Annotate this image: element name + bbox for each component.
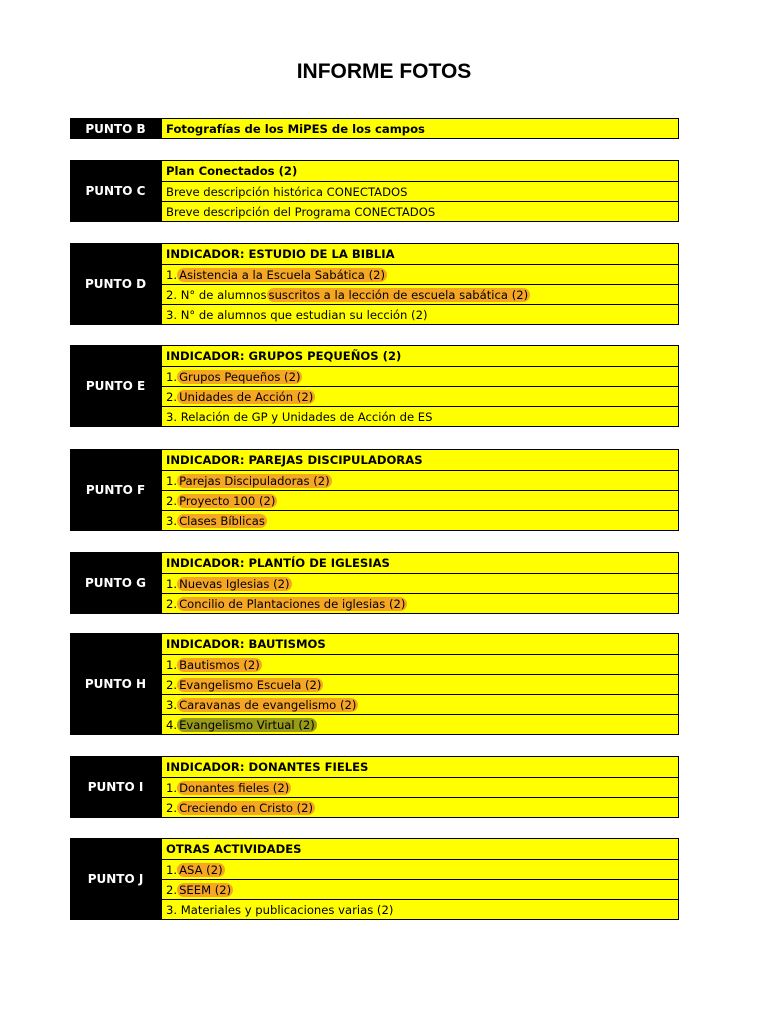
row-item <box>162 859 678 879</box>
row-heading <box>162 244 678 264</box>
row-text: 4. <box>166 717 178 732</box>
highlighted-text: suscritos a la lección de escuela sabática (2) <box>268 287 529 302</box>
punto-label: PUNTO H <box>70 633 161 735</box>
punto-label: PUNTO J <box>70 838 161 920</box>
punto-block <box>70 243 679 325</box>
punto-label: PUNTO C <box>70 160 161 222</box>
row-text: 3. <box>166 697 178 712</box>
punto-label: PUNTO D <box>70 243 161 325</box>
row-item <box>162 674 678 694</box>
row-text: INDICADOR: PLANTÍO DE IGLESIAS <box>166 556 390 570</box>
row-text: 2. <box>166 493 178 508</box>
punto-rows <box>161 118 679 139</box>
row-item <box>162 694 678 714</box>
punto-rows <box>161 243 679 325</box>
row-text: INDICADOR: GRUPOS PEQUEÑOS (2) <box>166 349 402 363</box>
row-text: 3. <box>166 513 178 528</box>
row-text: 1. <box>166 576 178 591</box>
row-text: INDICADOR: ESTUDIO DE LA BIBLIA <box>166 247 395 261</box>
row-item <box>162 386 678 406</box>
row-text: 3. N° de alumnos que estudian su lección (2) <box>166 307 428 322</box>
row-item <box>162 899 678 919</box>
row-text: Breve descripción del Programa CONECTADOS <box>166 204 436 219</box>
punto-rows <box>161 552 679 614</box>
row-heading <box>162 161 678 181</box>
punto-label: PUNTO E <box>70 345 161 427</box>
row-text: 1. <box>166 473 178 488</box>
row-text: Plan Conectados (2) <box>166 164 298 178</box>
row-item <box>162 777 678 797</box>
row-heading <box>162 839 678 859</box>
highlighted-text: Caravanas de evangelismo (2) <box>179 697 357 712</box>
row-text: 1. <box>166 862 178 877</box>
row-item <box>162 490 678 510</box>
punto-rows <box>161 756 679 818</box>
row-item <box>162 879 678 899</box>
row-text: 1. <box>166 369 178 384</box>
row-text: Fotografías de los MiPES de los campos <box>166 121 425 136</box>
highlighted-text: Donantes fieles (2) <box>179 780 290 795</box>
highlighted-text: Asistencia a la Escuela Sabática (2) <box>179 267 386 282</box>
punto-block <box>70 345 679 427</box>
punto-rows <box>161 449 679 531</box>
row-item <box>162 264 678 284</box>
row-item <box>162 573 678 593</box>
row-heading <box>162 346 678 366</box>
highlighted-text: Parejas Discipuladoras (2) <box>179 473 330 488</box>
highlighted-text: Clases Bíblicas <box>179 513 265 528</box>
row-text: 1. <box>166 780 178 795</box>
row-text: 1. <box>166 657 178 672</box>
row-text: OTRAS ACTIVIDADES <box>166 842 302 856</box>
row-text: 1. <box>166 267 178 282</box>
row-text: INDICADOR: PAREJAS DISCIPULADORAS <box>166 453 423 467</box>
punto-label: PUNTO B <box>70 118 161 139</box>
highlighted-text: Unidades de Acción (2) <box>179 389 314 404</box>
row-item <box>162 119 678 138</box>
punto-block <box>70 633 679 735</box>
highlighted-text: Evangelismo Escuela (2) <box>179 677 322 692</box>
row-item <box>162 714 678 734</box>
punto-block <box>70 838 679 920</box>
row-text: 2. <box>166 677 178 692</box>
highlighted-text: Proyecto 100 (2) <box>179 493 276 508</box>
punto-block <box>70 449 679 531</box>
punto-rows <box>161 345 679 427</box>
row-heading <box>162 757 678 777</box>
row-heading <box>162 553 678 573</box>
row-heading <box>162 450 678 470</box>
row-text: 3. Materiales y publicaciones varias (2) <box>166 902 394 917</box>
row-item <box>162 470 678 490</box>
row-item <box>162 366 678 386</box>
row-text: Breve descripción histórica CONECTADOS <box>166 184 408 199</box>
row-item <box>162 797 678 817</box>
row-item <box>162 510 678 530</box>
punto-label: PUNTO F <box>70 449 161 531</box>
row-item <box>162 304 678 324</box>
row-item <box>162 593 678 613</box>
punto-block <box>70 756 679 818</box>
highlighted-text: Concilio de Plantaciones de iglesias (2) <box>179 596 406 611</box>
row-heading <box>162 634 678 654</box>
row-text: 2. <box>166 800 178 815</box>
highlighted-text: Creciendo en Cristo (2) <box>179 800 314 815</box>
row-item <box>162 201 678 221</box>
highlighted-text: Bautismos (2) <box>179 657 260 672</box>
highlighted-text: Nuevas Iglesias (2) <box>179 576 290 591</box>
punto-block <box>70 160 679 222</box>
highlighted-text: ASA (2) <box>179 862 223 877</box>
punto-rows <box>161 838 679 920</box>
row-text: 2. <box>166 882 178 897</box>
punto-label: PUNTO I <box>70 756 161 818</box>
punto-label: PUNTO G <box>70 552 161 614</box>
row-item <box>162 284 678 304</box>
punto-block <box>70 118 679 139</box>
row-text: 2. N° de alumnos <box>166 287 267 302</box>
row-text: 2. <box>166 596 178 611</box>
row-item <box>162 181 678 201</box>
punto-rows <box>161 160 679 222</box>
punto-block <box>70 552 679 614</box>
punto-rows <box>161 633 679 735</box>
row-text: INDICADOR: DONANTES FIELES <box>166 760 369 774</box>
row-item <box>162 406 678 426</box>
row-text: 3. Relación de GP y Unidades de Acción de ES <box>166 409 433 424</box>
highlighted-text: Grupos Pequeños (2) <box>179 369 301 384</box>
row-text: 2. <box>166 389 178 404</box>
row-item <box>162 654 678 674</box>
page-title: INFORME FOTOS <box>296 60 472 83</box>
highlighted-text: SEEM (2) <box>179 882 232 897</box>
row-text: INDICADOR: BAUTISMOS <box>166 637 326 651</box>
highlighted-text: Evangelismo Virtual (2) <box>179 717 315 732</box>
